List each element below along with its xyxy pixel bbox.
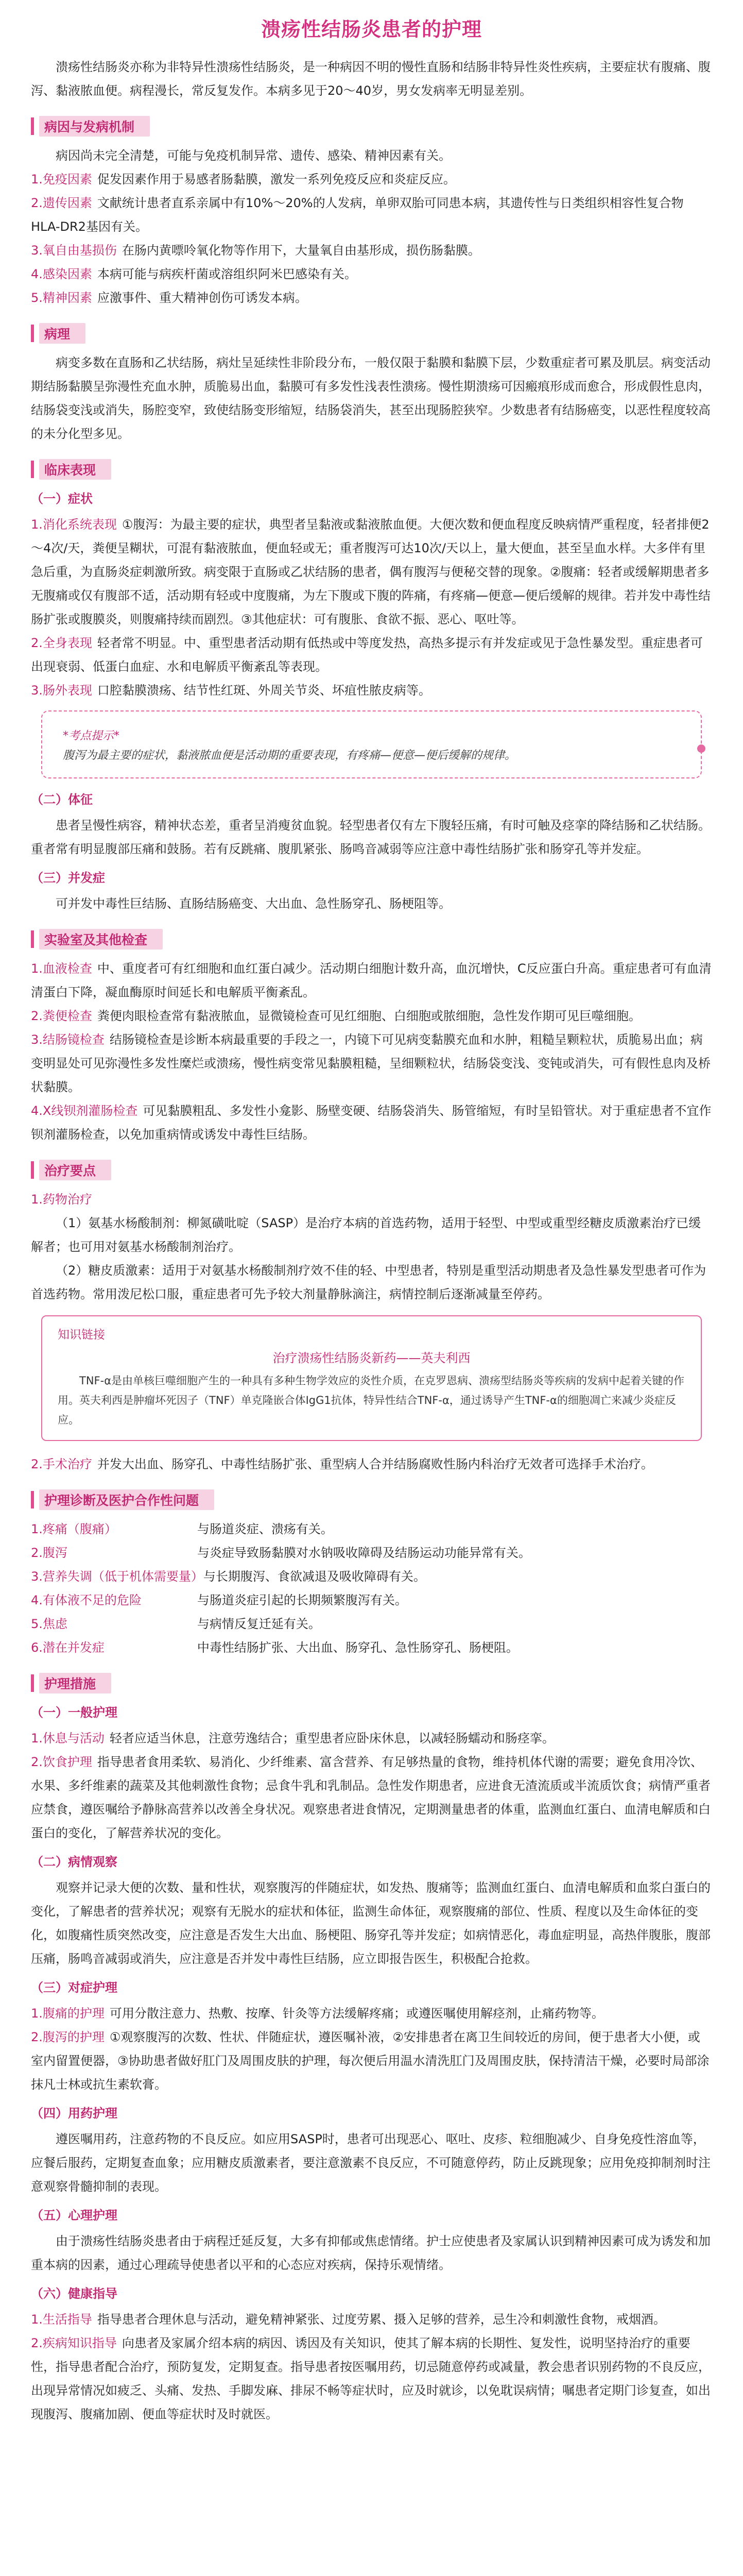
section-diagnosis-heading (31, 1489, 712, 1510)
list-item: 3.氧自由基损伤 在肠内黄嘌呤氧化物等作用下，大量氧自由基形成，损伤肠黏膜。 (31, 243, 480, 258)
section-pathology-heading (31, 323, 712, 344)
subsection-heading: （三）并发症 (31, 871, 105, 885)
section-label: 病因与发病机制 (39, 116, 150, 137)
list-item: 3.肠外表现 口腔黏膜溃疡、结节性红斑、外周关节炎、坏疽性脓皮病等。 (31, 683, 431, 698)
list-item: 4.感染因素 本病可能与病疾杆菌或溶组织阿米巴感染有关。 (31, 267, 357, 281)
section-marker (31, 1674, 34, 1692)
pathology-paragraph: 病变多数在直肠和乙状结肠，病灶呈延续性非阶段分布，一般仅限于黏膜和黏膜下层，少数重症者可累及肌层。病变活动期结肠黏膜呈弥漫性充血水肿，质脆易出血，黏膜可有多发性浅表性溃疡。慢性期溃疡可因瘢痕形成而愈合，形成假性息肉，结肠袋变浅或消失，肠腔变窄，致使结肠变形缩短，结肠袋消失，甚至出现肠腔狭窄。少数患者有结肠癌变，以恶性程度较高的未分化型多见。 (31, 355, 711, 441)
list-item: 2.遗传因素 文献统计患者直系亲属中有10%～20%的人发病，单卵双胎可同患本病，其遗传性与日类组织相容性复合物HLA-DR2基因有关。 (31, 196, 684, 234)
section-marker (31, 117, 34, 135)
signs-paragraph: 患者呈慢性病容，精神状态差，重者呈消瘦贫血貌。轻型患者仅有左下腹轻压痛，有时可触及痉挛的降结肠和乙状结肠。重者常有明显腹部压痛和鼓肠。若有反跳痛、腹肌紧张、肠鸣音减弱等应注意中毒性结肠扩张和肠穿孔等并发症。 (31, 818, 711, 856)
section-marker (31, 1491, 34, 1509)
section-label: 治疗要点 (39, 1160, 111, 1180)
diagnosis-item: 3.营养失调（低于机体需要量）与长期腹泻、食欲减退及吸收障碍有关。 (31, 1569, 426, 1584)
section-label: 护理诊断及医护合作性问题 (39, 1489, 214, 1510)
surgery-item: 2.手术治疗 并发大出血、肠穿孔、中毒性结肠扩张、重型病人合并结肠腐败性肠内科治疗无效者可选择手术治疗。 (31, 1457, 653, 1471)
section-nursing-heading (31, 1673, 712, 1693)
exam-tip-box (41, 710, 702, 778)
section-label: 临床表现 (39, 459, 111, 480)
list-item: 1.免疫因素 促发因素作用于易感者肠黏膜，激发一系列免疫反应和炎症反应。 (31, 172, 456, 187)
link-label: 知识链接 (58, 1328, 105, 1342)
knowledge-link-box (41, 1315, 702, 1441)
section-label: 护理措施 (39, 1673, 111, 1693)
drug-nursing-paragraph: 遵医嘱用药，注意药物的不良反应。如应用SASP时，患者可出现恶心、呕吐、皮疹、粒细胞减少、自身免疫性溶血等，应餐后服药，定期复查血象；应用糖皮质激素者，要注意激素不良反应，不可随意停药，防止反跳现象；应用免疫抑制剂时注意观察骨髓抑制的表现。 (31, 2132, 711, 2194)
list-item: 1.腹痛的护理 可用分散注意力、热敷、按摩、针灸等方法缓解疼痛；或遵医嘱使用解痉剂，止痛药物等。 (31, 2006, 604, 2021)
cause-intro: 病因尚未完全清楚，可能与免疫机制异常、遗传、感染、精神因素有关。 (56, 148, 451, 163)
section-cause-heading (31, 116, 712, 137)
subsection-heading: （二）病情观察 (31, 1855, 117, 1869)
section-marker (31, 461, 34, 478)
subsection-heading: （三）对症护理 (31, 1980, 117, 1995)
link-title: 治疗溃疡性结肠炎新药——英夫利西 (272, 1351, 471, 1365)
diagnosis-item: 5.焦虑 与病情反复迁延有关。 (31, 1617, 321, 1631)
list-item: 1.生活指导 指导患者合理休息与活动，避免精神紧张、过度劳累、摄入足够的营养，忌生冷和刺激性食物，戒烟酒。 (31, 2312, 666, 2327)
list-item: 4.X线钡剂灌肠检查 可见黏膜粗乱、多发性小龛影、肠壁变硬、结肠袋消失、肠管缩短，有时呈铅管状。对于重症患者不宜作钡剂灌肠检查，以免加重病情或诱发中毒性巨结肠。 (31, 1104, 712, 1142)
subsection-heading: （二）体征 (31, 792, 93, 807)
treatment-paragraph: （1）氨基水杨酸制剂：柳氮磺吡啶（SASP）是治疗本病的首选药物，适用于轻型、中型或重型经糖皮质激素治疗已缓解者；也可用对氨基水杨酸制剂治疗。 (31, 1216, 701, 1254)
list-item: 3.结肠镜检查 结肠镜检查是诊断本病最重要的手段之一，内镜下可见病变黏膜充血和水肿，粗糙呈颗粒状，质脆易出血；病变明显处可见弥漫性多发性糜烂或溃疡，慢性病变常见黏膜粗糙，呈细颗粒状，结肠袋变浅、变钝或消失，可有假性息肉及桥状黏膜。 (31, 1032, 711, 1094)
list-item: 2.饮食护理 指导患者食用柔软、易消化、少纤维素、富含营养、有足够热量的食物，维持机体代谢的需要；避免食用冷饮、水果、多纤维素的蔬菜及其他刺激性食物；忌食牛乳和乳制品。急性发作期患者，应进食无渣流质或半流质饮食；病情严重者应禁食，遵医嘱给予静脉高营养以改善全身状况。观察患者进食情况，定期测量患者的体重，监测血红蛋白、血清电解质和白蛋白的变化，了解营养状况的变化。 (31, 1755, 711, 1840)
section-exam-heading (31, 929, 712, 950)
observation-paragraph: 观察并记录大便的次数、量和性状，观察腹泻的伴随症状，如发热、腹痛等；监测血红蛋白、血清电解质和血浆白蛋白的变化，了解患者的营养状况；观察有无脱水的症状和体征，监测生命体征，观察腹痛的部位、性质、程度以及生命体征的变化，如腹痛性质突然改变，应注意是否发生大出血、肠梗阻、肠穿孔等并发症；如病情恶化，毒血症明显，高热伴腹胀，腹部压痛，肠鸣音减弱或消失，应注意是否并发中毒性巨结肠，应立即报告医生，积极配合抢救。 (31, 1880, 711, 1966)
list-item: 1.消化系统表现 ①腹泻：为最主要的症状，典型者呈黏液或黏液脓血便。大便次数和便血程度反映病情严重程度，轻者排便2～4次/天，粪便呈糊状，可混有黏液脓血，便血轻或无；重者腹泻可达10次/天以上，量大便血，甚至呈血水样。大多伴有里急后重，为直肠炎症刺激所致。病变限于直肠或乙状结肠的患者，偶有腹泻与便秘交替的现象。②腹痛：轻者或缓解期患者多无腹痛或仅有腹部不适，活动期有轻或中度腹痛，为左下腹或下腹的阵痛，有疼痛—便意—便后缓解的规律。若并发中毒性结肠扩张或腹膜炎，则腹痛持续而剧烈。③其他症状：可有腹胀、食欲不振、恶心、呕吐等。 (31, 517, 711, 626)
diagnosis-item: 6.潜在并发症 中毒性结肠扩张、大出血、肠穿孔、急性肠穿孔、肠梗阻。 (31, 1640, 519, 1655)
intro-paragraph: 溃疡性结肠炎亦称为非特异性溃疡性结肠炎，是一种病因不明的慢性直肠和结肠非特异性炎性疾病，主要症状有腹痛、腹泻、黏液脓血便。病程漫长，常反复发作。本病多见于20～40岁，男女发病率无明显差别。 (31, 60, 711, 98)
treatment-paragraph: （2）糖皮质激素：适用于对氨基水杨酸制剂疗效不佳的轻、中型患者，特别是重型活动期患者及急性暴发型患者可作为首选药物。常用泼尼松口服，重症患者可先予较大剂量静脉滴注，病情控制后逐渐减量至停药。 (31, 1263, 706, 1301)
document-title: 溃疡性结肠炎患者的护理 (261, 18, 482, 41)
link-text: TNF-α是由单核巨噬细胞产生的一种具有多种生物学效应的炎性介质，在克罗恩病、溃疡型结肠炎等疾病的发病中起着关键的作用。英夫利西是肿瘤坏死因子（TNF）单克隆嵌合体IgG1抗体，特异性结合TNF-α，通过诱导产生TNF-α的细胞凋亡来减少炎症反应。 (58, 1375, 685, 1426)
list-item: 2.疾病知识指导 向患者及家属介绍本病的病因、诱因及有关知识，使其了解本病的长期性、复发性，说明坚持治疗的重要性，指导患者配合治疗，预防复发，定期复查。指导患者按医嘱用药，切忌随意停药或减量，教会患者识别药物的不良反应，出现异常情况如疲乏、头痛、发热、手脚发麻、排尿不畅等症状时，应及时就诊，以免耽误病情；嘱患者定期门诊复查，如出现腹泻、腹痛加剧、便血等症状时及时就医。 (31, 2336, 711, 2421)
decorative-dot (697, 744, 705, 753)
subsection-heading: （一）症状 (31, 492, 93, 506)
list-item: 2.粪便检查 粪便肉眼检查常有黏液脓血，显微镜检查可见红细胞、白细胞或脓细胞，急性发作期可见巨噬细胞。 (31, 1009, 641, 1023)
list-item: 2.全身表现 轻者常不明显。中、重型患者活动期有低热或中等度发热，高热多提示有并发症或见于急性暴发型。重症患者可出现衰弱、低蛋白血症、水和电解质平衡紊乱等表现。 (31, 636, 703, 674)
tip-text: 腹泻为最主要的症状，黏液脓血便是活动期的重要表现，有疼痛—便意—便后缓解的规律。 (63, 749, 516, 762)
section-marker (31, 325, 34, 342)
subsection-heading: （五）心理护理 (31, 2208, 117, 2223)
psych-paragraph: 由于溃疡性结肠炎患者由于病程迁延反复，大多有抑郁或焦虑情绪。护士应使患者及家属认识到精神因素可成为诱发和加重本病的因素，通过心理疏导使患者以平和的心态应对疾病，保持乐观情绪。 (31, 2234, 711, 2272)
section-clinical-heading (31, 459, 712, 480)
list-item: 1.血液检查 中、重度者可有红细胞和血红蛋白减少。活动期白细胞计数升高，血沉增快，C反应蛋白升高。重症患者可有血清清蛋白下降，凝血酶原时间延长和电解质平衡紊乱。 (31, 961, 712, 999)
section-marker (31, 930, 34, 948)
section-treatment-heading (31, 1160, 712, 1180)
diagnosis-item: 1.疼痛（腹痛） 与肠道炎症、溃疡有关。 (31, 1522, 333, 1536)
list-item: 2.腹泻的护理 ①观察腹泻的次数、性状、伴随症状，遵医嘱补液，②安排患者在离卫生间较近的房间，便于患者大小便，或室内留置便器，③协助患者做好肛门及周围皮肤的护理，每次便后用温水清洗肛门及周围皮肤，保持清洁干燥，必要时局部涂抹凡士林或抗生素软膏。 (31, 2030, 710, 2092)
list-item: 5.精神因素 应激事件、重大精神创伤可诱发本病。 (31, 291, 307, 305)
subsection-heading: （四）用药护理 (31, 2106, 117, 2121)
section-label: 实验室及其他检查 (39, 929, 163, 950)
list-item: 1.休息与活动 轻者应适当休息，注意劳逸结合；重型患者应卧床休息，以减轻肠蠕动和肠痉挛。 (31, 1731, 555, 1745)
section-marker (31, 1161, 34, 1179)
diagnosis-item: 4.有体液不足的危险 与肠道炎症引起的长期频繁腹泻有关。 (31, 1593, 407, 1607)
complications-paragraph: 可并发中毒性巨结肠、直肠结肠癌变、大出血、急性肠穿孔、肠梗阻等。 (56, 896, 451, 911)
subsection-heading: （六）健康指导 (31, 2286, 117, 2301)
diagnosis-item: 2.腹泻 与炎症导致肠黏膜对水钠吸收障碍及结肠运动功能异常有关。 (31, 1546, 531, 1560)
drug-treatment-heading: 1.药物治疗 (31, 1192, 92, 1207)
tip-title: *考点提示* (63, 730, 120, 742)
subsection-heading: （一）一般护理 (31, 1705, 117, 1720)
section-label: 病理 (39, 323, 85, 344)
